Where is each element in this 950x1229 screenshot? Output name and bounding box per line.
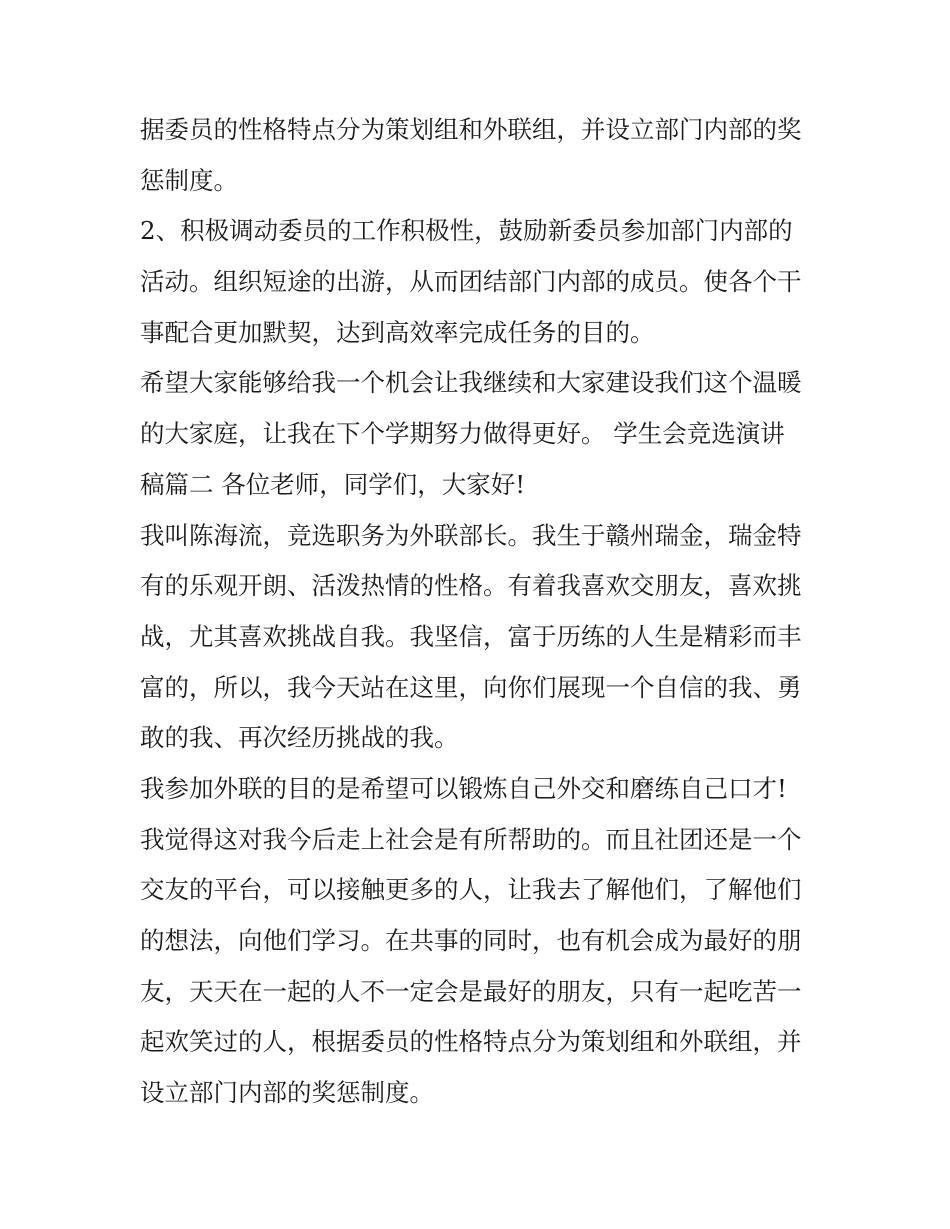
text-line: 我叫陈海流，竞选职务为外联部长。我生于赣州瑞金，瑞金特 (140, 520, 802, 550)
text-line: 惩制度。 (140, 165, 238, 195)
text-line: 交友的平台，可以接触更多的人，让我去了解他们，了解他们 (140, 875, 802, 905)
text-line: 稿篇二 各位老师，同学们，大家好! (140, 469, 526, 499)
text-line: 富的，所以，我今天站在这里，向你们展现一个自信的我、勇 (140, 672, 802, 702)
text-line: 希望大家能够给我一个机会让我继续和大家建设我们这个温暖 (140, 368, 802, 398)
text-line: 起欢笑过的人，根据委员的性格特点分为策划组和外联组，并 (140, 1027, 802, 1057)
text-line: 设立部门内部的奖惩制度。 (140, 1078, 434, 1108)
text-line: 友，天天在一起的人不一定会是最好的朋友，只有一起吃苦一 (140, 976, 802, 1006)
text-line: 的大家庭，让我在下个学期努力做得更好。 学生会竞选演讲 (140, 419, 785, 449)
text-line: 敢的我、再次经历挑战的我。 (140, 723, 459, 753)
text-line: 活动。组织短途的出游，从而团结部门内部的成员。使各个干 (140, 267, 802, 297)
text-line: 的想法，向他们学习。在共事的同时，也有机会成为最好的朋 (140, 926, 802, 955)
text-line: 有的乐观开朗、活泼热情的性格。有着我喜欢交朋友，喜欢挑 (140, 571, 802, 601)
document-body (140, 105, 820, 1119)
text-line: 我参加外联的目的是希望可以锻炼自己外交和磨练自己口才! (140, 773, 787, 803)
text-line: 2、积极调动委员的工作积极性，鼓励新委员参加部门内部的 (140, 216, 793, 246)
text-line: 据委员的性格特点分为策划组和外联组，并设立部门内部的奖 (140, 115, 802, 144)
text-line: 我觉得这对我今后走上社会是有所帮助的。而且社团还是一个 (140, 824, 802, 854)
text-line: 事配合更加默契，达到高效率完成任务的目的。 (140, 317, 655, 347)
text-line: 战，尤其喜欢挑战自我。我坚信，富于历练的人生是精彩而丰 (140, 621, 802, 651)
